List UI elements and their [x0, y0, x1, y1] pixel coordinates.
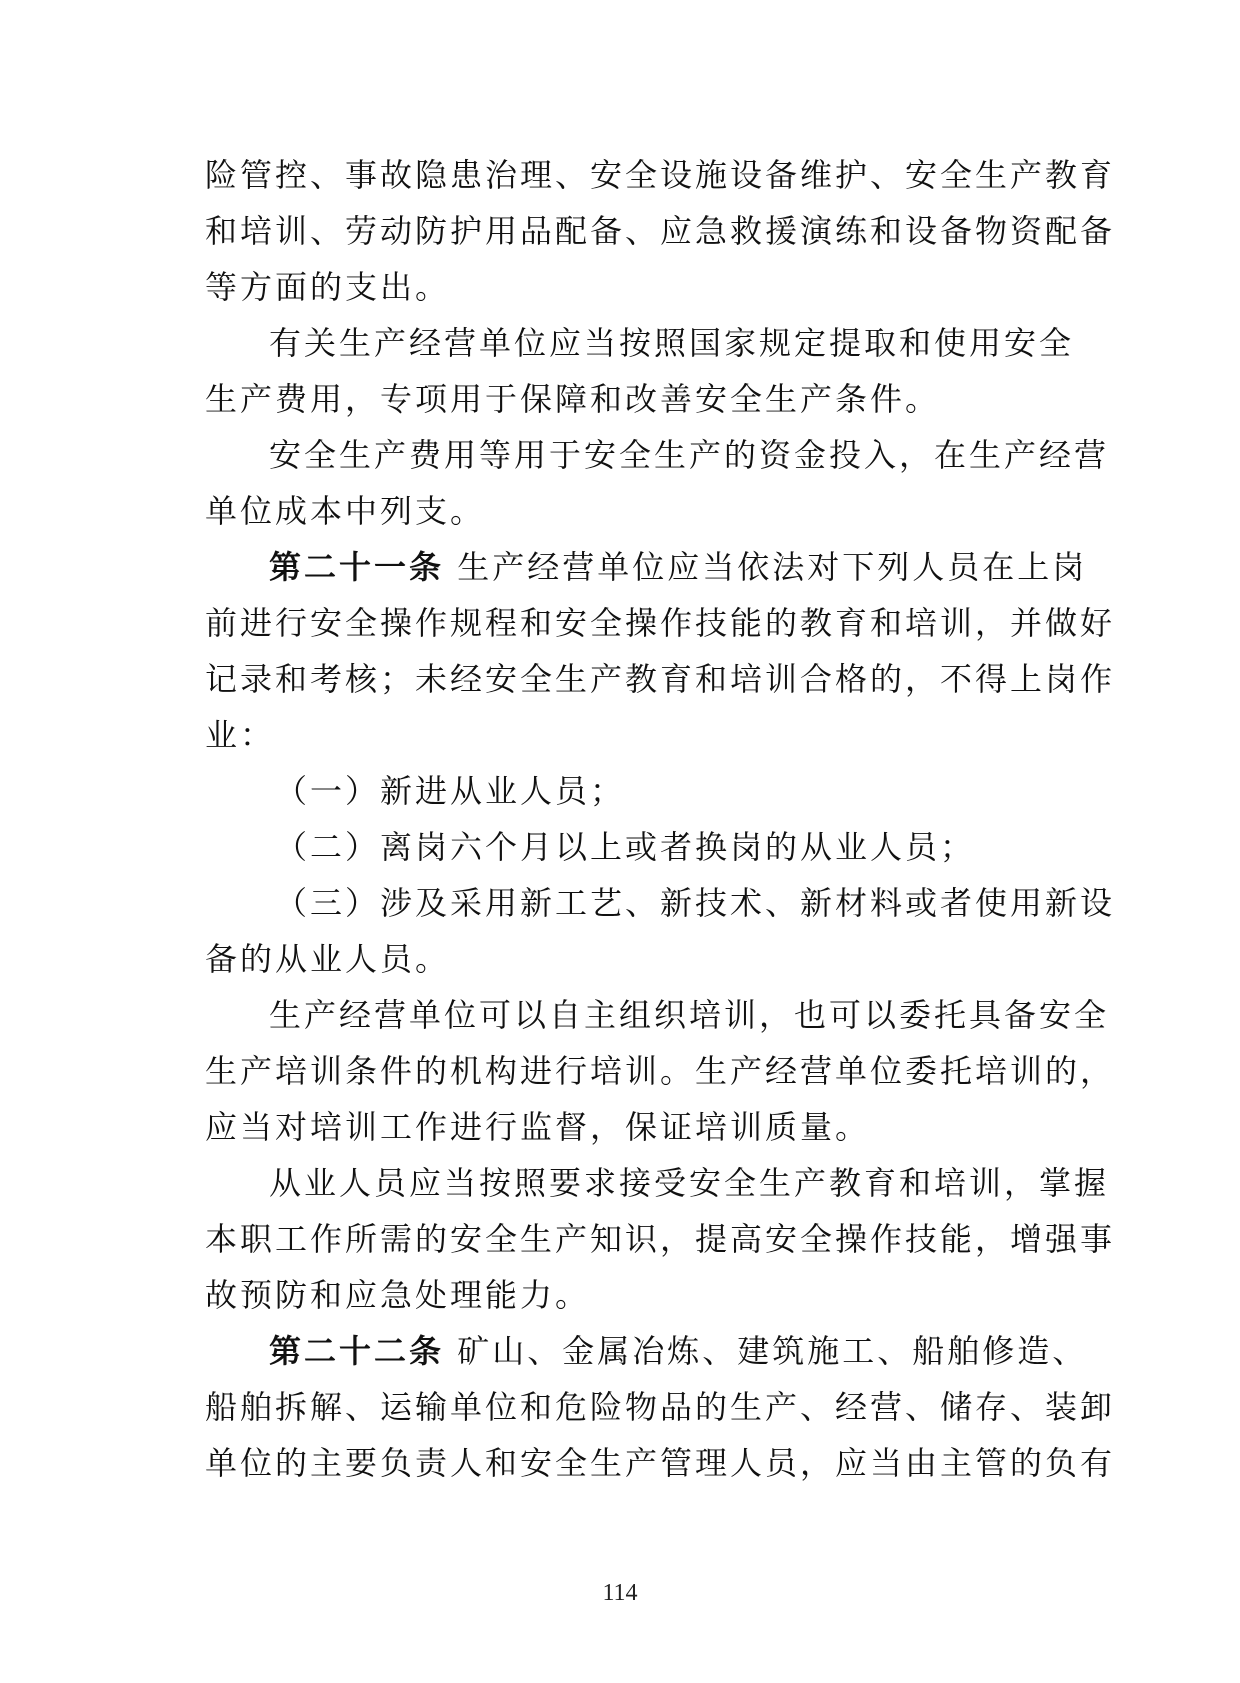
text-line: 前进行安全操作规程和安全操作技能的教育和培训，并做好	[205, 604, 1116, 642]
article-22-heading: 第二十二条	[269, 1332, 445, 1370]
article-21-heading: 第二十一条	[269, 548, 445, 586]
text-line: 从业人员应当按照要求接受安全生产教育和培训，掌握	[269, 1164, 1110, 1202]
text-line: 生产经营单位应当依法对下列人员在上岗	[457, 548, 1088, 586]
text-line: 单位的主要负责人和安全生产管理人员，应当由主管的负有	[205, 1444, 1116, 1482]
page-number: 114	[602, 1580, 638, 1606]
text-line: 船舶拆解、运输单位和危险物品的生产、经营、储存、装卸	[205, 1388, 1116, 1426]
list-item: （二）离岗六个月以上或者换岗的从业人员；	[275, 828, 976, 866]
text-line: 应当对培训工作进行监督，保证培训质量。	[205, 1108, 871, 1146]
text-line: 业：	[205, 716, 276, 754]
article-21-first-line	[205, 539, 1088, 595]
text-line: 安全生产费用等用于安全生产的资金投入，在生产经营	[269, 436, 1110, 474]
text-line: 和培训、劳动防护用品配备、应急救援演练和设备物资配备	[205, 212, 1116, 250]
text-line: 险管控、事故隐患治理、安全设施设备维护、安全生产教育	[205, 156, 1116, 194]
text-line: 记录和考核；未经安全生产教育和培训合格的，不得上岗作	[205, 660, 1116, 698]
text-line: 故预防和应急处理能力。	[205, 1276, 591, 1314]
text-line: 生产经营单位可以自主组织培训，也可以委托具备安全	[269, 996, 1110, 1034]
text-line: 备的从业人员。	[205, 940, 451, 978]
text-line: 矿山、金属冶炼、建筑施工、船舶修造、	[457, 1332, 1088, 1370]
list-item: （三）涉及采用新工艺、新技术、新材料或者使用新设	[275, 884, 1116, 922]
text-line: 生产费用，专项用于保障和改善安全生产条件。	[205, 380, 941, 418]
list-item: （一）新进从业人员；	[275, 772, 626, 810]
text-line: 有关生产经营单位应当按照国家规定提取和使用安全	[269, 324, 1075, 362]
document-body	[205, 147, 1116, 1491]
text-line: 生产培训条件的机构进行培训。生产经营单位委托培训的，	[205, 1052, 1116, 1090]
text-line: 单位成本中列支。	[205, 492, 486, 530]
article-22-first-line	[205, 1323, 1088, 1379]
text-line: 本职工作所需的安全生产知识，提高安全操作技能，增强事	[205, 1220, 1116, 1258]
text-line: 等方面的支出。	[205, 268, 451, 306]
